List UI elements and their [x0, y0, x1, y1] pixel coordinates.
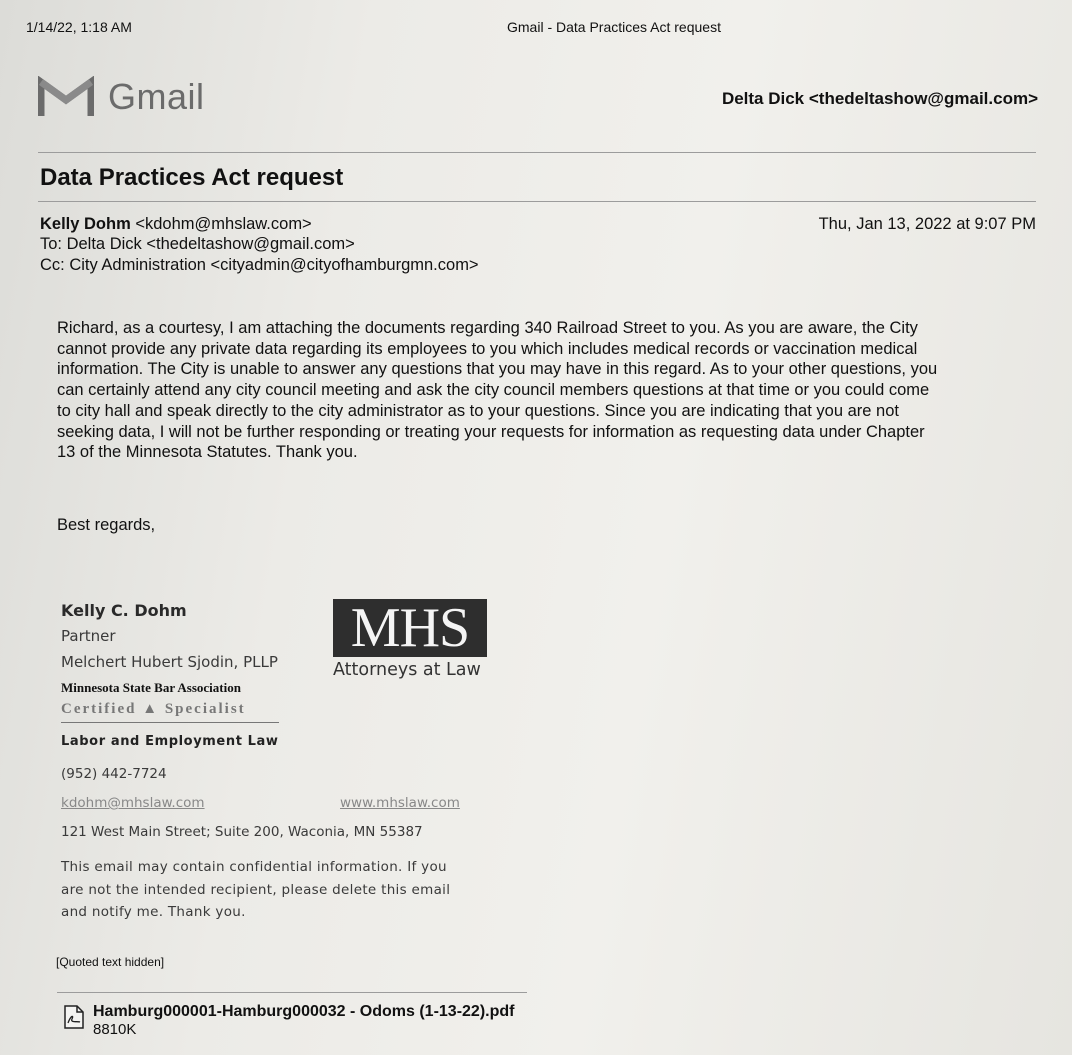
sender — [40, 215, 312, 234]
signature-name: Kelly C. Dohm — [61, 601, 187, 620]
disclaimer-line: are not the intended recipient, please delete this email — [61, 881, 451, 898]
gmail-wordmark: Gmail — [108, 76, 205, 117]
mhs-logo — [333, 599, 487, 657]
signature-title: Partner — [61, 627, 116, 645]
body-line: can certainly attend any city council meeting and ask the city council members questions at that time or you could come — [57, 381, 930, 400]
body-line: to city hall and speak directly to the city administrator as to your questions. Since you are indicating that you are not — [57, 401, 899, 420]
print-timestamp: 1/14/22, 1:18 AM — [26, 19, 132, 35]
print-page-title: Gmail - Data Practices Act request — [507, 19, 721, 35]
account-identity: Delta Dick <thedeltashow@gmail.com> — [721, 89, 1038, 108]
mhs-logo-tagline: Attorneys at Law — [333, 660, 481, 680]
sender-address: <kdohm@mhslaw.com> — [135, 215, 312, 233]
signature-practice-area: Labor and Employment Law — [61, 734, 279, 749]
signature-address: 121 West Main Street; Suite 200, Waconia, MN 55387 — [61, 824, 423, 840]
divider — [57, 992, 527, 993]
gmail-logo[interactable] — [38, 76, 205, 118]
body-line: 13 of the Minnesota Statutes. Thank you. — [57, 443, 358, 462]
signature-disclaimer — [61, 856, 450, 924]
pdf-file-icon — [63, 1005, 85, 1034]
email-subject: Data Practices Act request — [40, 164, 344, 191]
signature-firm: Melchert Hubert Sjodin, PLLP — [61, 653, 278, 671]
body-line: Richard, as a courtesy, I am attaching the documents regarding 340 Railroad Street to you. As you are aware, the City — [57, 319, 918, 337]
body-line: seeking data, I will not be further responding or treating your requests for information as requesting data under Chapter — [57, 422, 925, 441]
recipient-cc: Cc: City Administration <cityadmin@cityofhamburgmn.com> — [40, 256, 479, 274]
sender-name: Kelly Dohm — [40, 215, 131, 233]
closing: Best regards, — [57, 516, 156, 534]
recipient-to: To: Delta Dick <thedeltashow@gmail.com> — [40, 235, 355, 253]
signature-website-link[interactable]: www.mhslaw.com — [340, 795, 460, 811]
signature-bar-association: Minnesota State Bar Association — [61, 680, 241, 695]
email-body — [57, 318, 1027, 463]
signature-phone: (952) 442-7724 — [61, 766, 167, 782]
disclaimer-line: and notify me. Thank you. — [61, 904, 246, 920]
divider — [61, 722, 279, 723]
body-line: information. The City is unable to answer any questions that you may have in this regard. As to your other questions, you — [57, 360, 938, 379]
email-date: Thu, Jan 13, 2022 at 9:07 PM — [818, 215, 1036, 233]
body-line: cannot provide any private data regarding its employees to you which includes medical records or vaccination medical — [57, 339, 918, 358]
attachment-size: 8810K — [93, 1021, 137, 1038]
divider — [38, 152, 1036, 153]
gmail-m-icon — [38, 76, 94, 118]
mhs-logo-letters: MHS — [350, 597, 470, 659]
quoted-text-toggle[interactable]: [Quoted text hidden] — [56, 955, 165, 969]
signature-email-link[interactable]: kdohm@mhslaw.com — [61, 795, 205, 811]
signature-certified-specialist: Certified ▲ Specialist — [61, 701, 246, 717]
disclaimer-line: This email may contain confidential information. If you — [61, 859, 447, 875]
divider — [38, 201, 1036, 202]
attachment-name[interactable]: Hamburg000001-Hamburg000032 - Odoms (1-13-22).pdf — [93, 1003, 515, 1020]
